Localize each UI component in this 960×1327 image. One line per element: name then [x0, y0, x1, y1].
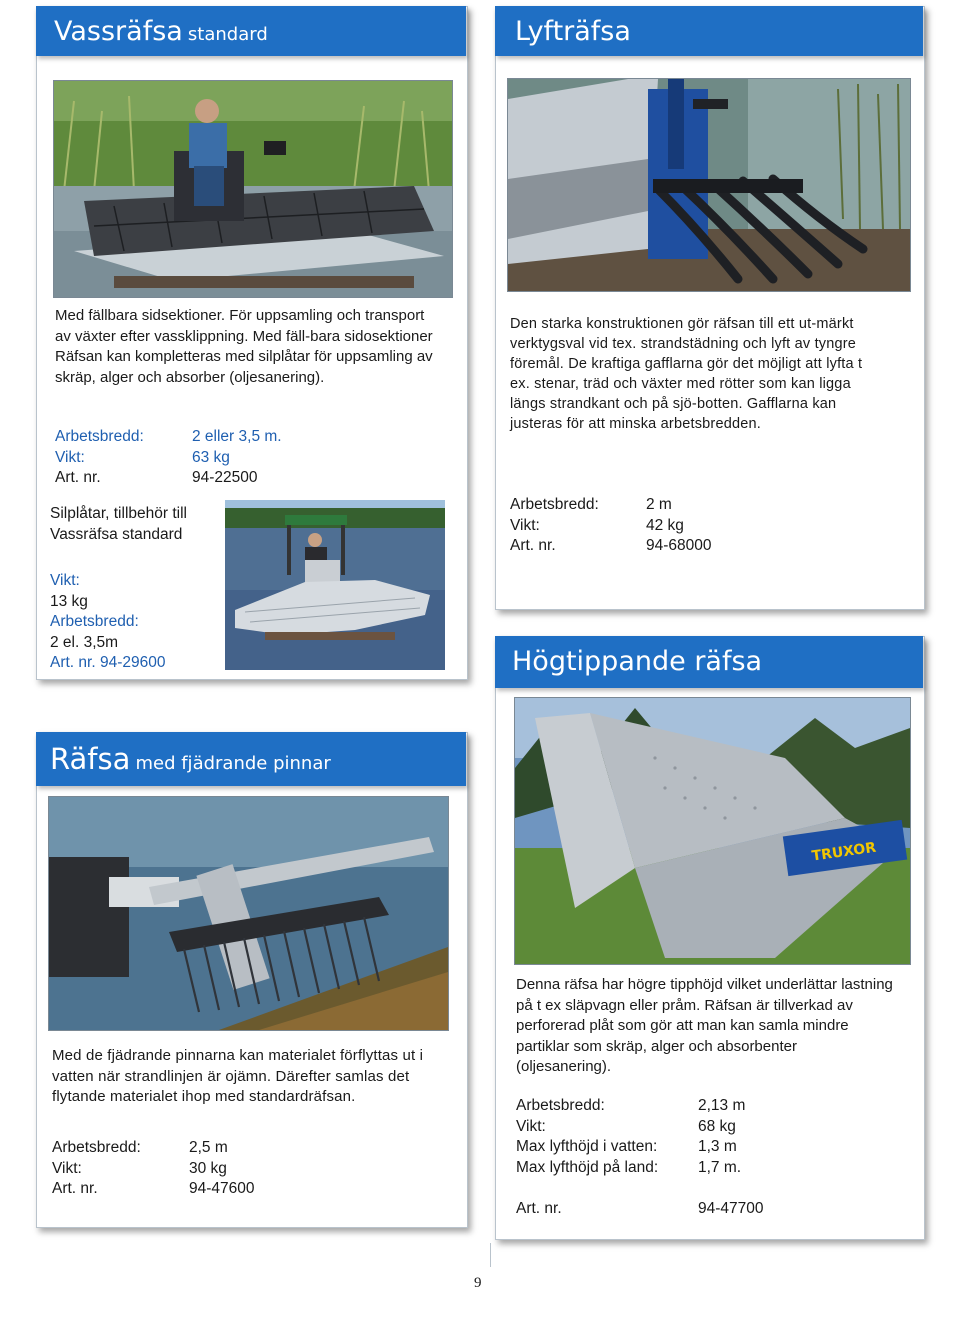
spec-row: [516, 1199, 906, 1220]
spec-label: Vikt:: [55, 448, 85, 466]
lyftrafsa-specs: [510, 495, 890, 557]
spec-row: [52, 1138, 432, 1159]
spec-value: 94-47700: [698, 1199, 764, 1217]
spec-label: Arbetsbredd:: [510, 496, 599, 513]
vassrafsa-subtitle: standard: [187, 24, 268, 45]
spec-row: [55, 448, 435, 469]
spec-value: 1,3 m: [698, 1138, 737, 1155]
hogtippande-specs: [516, 1096, 906, 1219]
spec-row: [510, 495, 890, 516]
accessory-title-line-2: Vassräfsa standard: [50, 525, 183, 543]
hogtippande-title: Högtippande räfsa: [512, 646, 763, 677]
spec-row: [510, 516, 890, 537]
hogtippande-banner: [495, 636, 923, 688]
hogtippande-description: Denna räfsa har högre tipphöjd vilket underlättar lastning på t ex släpvagn eller pråm. Räfsan är tillverkad av perforerad plåt som gör att man kan samla mindre partiklar som skräp, alger och absorbenter (oljesanering).: [516, 976, 893, 1075]
vassrafsa-description: Med fällbara sidsektioner. För uppsamling och transport av växter efter vassklippning. Med fäll-bara sidosektioner Räfsan kan kompletteras med silplåtar för uppsamling av skräp, alger och absorber (oljesanering).: [55, 307, 433, 386]
spec-label: Art. nr.: [510, 537, 556, 554]
lyftrafsa-photo: [507, 78, 911, 292]
fjadrande-banner: [36, 732, 466, 786]
spec-value: 2,5 m: [189, 1139, 228, 1156]
spec-label: Art. nr.: [516, 1199, 562, 1217]
spec-value: 30 kg: [189, 1159, 227, 1177]
spec-row: [516, 1158, 906, 1179]
spec-label: Vikt:: [510, 516, 540, 534]
spec-label: Art. nr.: [55, 469, 101, 486]
hogtippande-photo: [514, 697, 911, 965]
accessory-line: Art. nr. 94-29600: [50, 654, 166, 671]
lyftrafsa-description: Den starka konstruktionen gör räfsan till ett ut-märkt verktygsval vid tex. strandstädning och lyft av tyngre föremål. De kraftiga gafflarna gör det möjligt att lyfta t ex. stenar, träd och växter med rötter som kan ligga längs strandkant och på sjö-botten. Gafflarna kan justeras för att minska arbetsbredden.: [510, 316, 863, 432]
spec-row: [516, 1137, 906, 1158]
spec-label: Arbetsbredd:: [55, 428, 144, 445]
spec-row: [516, 1096, 906, 1117]
vassrafsa-photo: [53, 80, 453, 298]
fjadrande-subtitle: med fjädrande pinnar: [135, 753, 331, 774]
page-number: 9: [474, 1275, 482, 1291]
spec-label: Vikt:: [52, 1159, 82, 1177]
accessory-title-line-1: Silplåtar, tillbehör till: [50, 505, 187, 522]
fjadrande-specs: [52, 1138, 432, 1200]
spec-value: 94-68000: [646, 537, 712, 554]
spec-spacer: [516, 1178, 906, 1199]
spec-value: 2 m: [646, 496, 672, 513]
spec-label: Max lyfthöjd på land:: [516, 1158, 659, 1176]
spec-row: [55, 427, 435, 448]
spec-label: Arbetsbredd:: [516, 1097, 605, 1114]
accessory-line: Arbetsbredd:: [50, 613, 139, 630]
spec-label: Arbetsbredd:: [52, 1139, 141, 1156]
vassrafsa-title: Vassräfsa: [54, 16, 183, 47]
accessory-line: Vikt:: [50, 572, 80, 589]
spec-value: 2,13 m: [698, 1097, 746, 1114]
fjadrande-photo: [48, 796, 449, 1031]
spec-row: [510, 536, 890, 557]
spec-value: 94-22500: [192, 469, 258, 486]
spec-value: 2 eller 3,5 m.: [192, 428, 282, 445]
spec-value: 68 kg: [698, 1117, 736, 1135]
vassrafsa-banner: [36, 6, 466, 56]
accessory-line: 2 el. 3,5m: [50, 633, 119, 651]
vassrafsa-specs: [55, 427, 435, 489]
spec-label: Max lyfthöjd i vatten:: [516, 1138, 658, 1155]
page-number-rule: [490, 1243, 491, 1267]
accessory-title: [50, 504, 230, 545]
accessory-specs: [50, 571, 220, 674]
fjadrande-description: Med de fjädrande pinnarna kan materialet förflyttas ut i vatten när strandlinjen är ojämn. Därefter samlas det flytande materialet ihop med standardräfsan.: [52, 1047, 424, 1105]
truxor-logo: TRUXOR: [810, 839, 878, 865]
spec-row: [55, 468, 435, 489]
spec-value: 1,7 m.: [698, 1158, 742, 1176]
spec-label: Vikt:: [516, 1117, 546, 1135]
lyftrafsa-title: Lyfträfsa: [515, 16, 631, 47]
spec-value: 94-47600: [189, 1180, 255, 1197]
spec-row: [52, 1179, 432, 1200]
spec-row: [516, 1117, 906, 1138]
spec-value: 63 kg: [192, 448, 230, 466]
accessory-photo: [225, 500, 445, 670]
fjadrande-title: Räfsa: [50, 742, 131, 776]
spec-value: 42 kg: [646, 516, 684, 534]
spec-label: Art. nr.: [52, 1180, 98, 1197]
accessory-line: 13 kg: [50, 592, 88, 610]
lyftrafsa-banner: [495, 6, 923, 56]
spec-row: [52, 1159, 432, 1180]
